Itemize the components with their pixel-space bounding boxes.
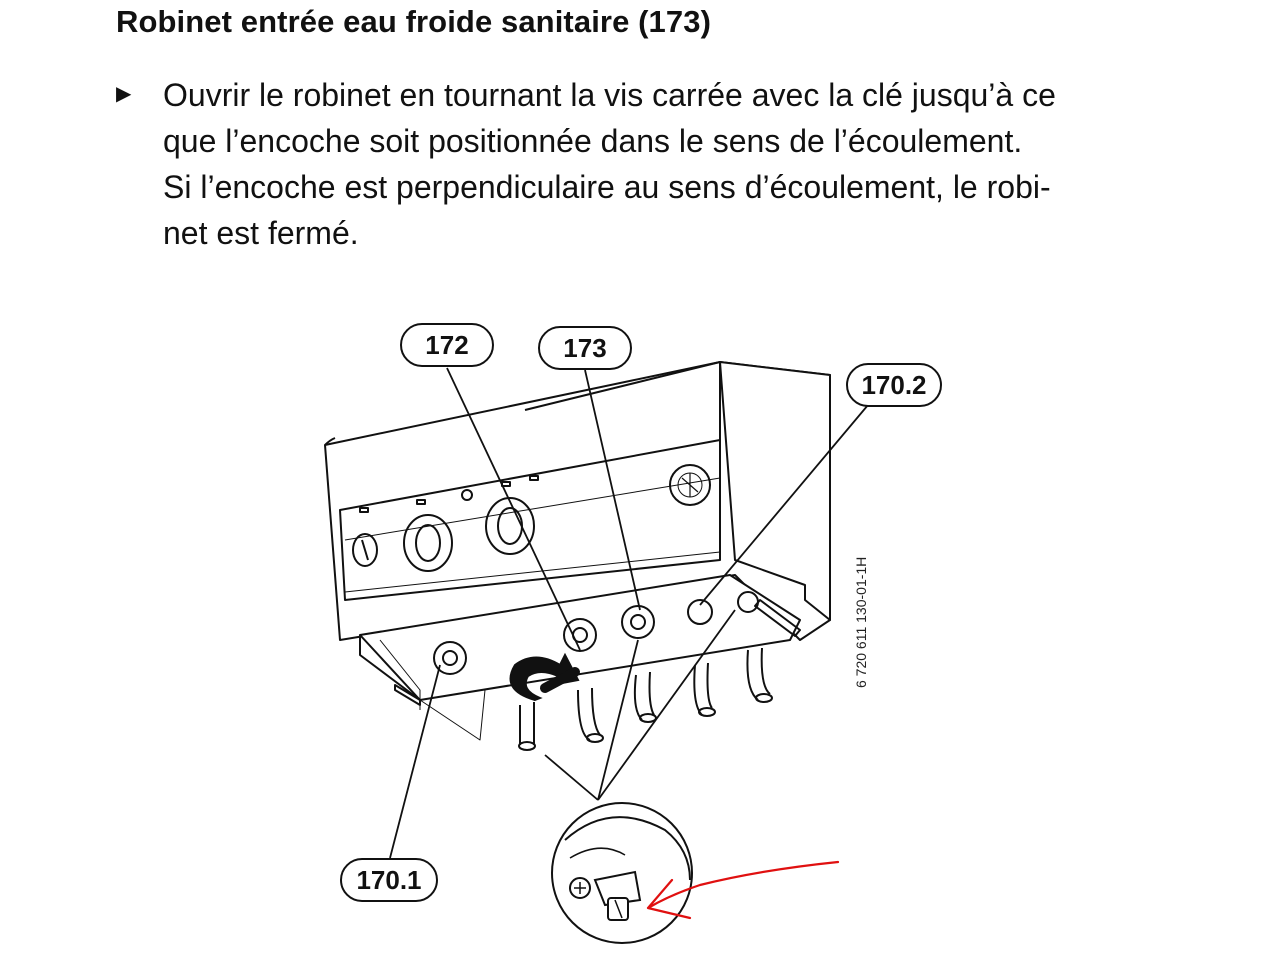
drawing-code: 6 720 611 130-01-1H — [853, 556, 869, 688]
callout-173 — [539, 327, 631, 369]
leader-line — [545, 755, 598, 800]
instruction-line: Ouvrir le robinet en tournant la vis carrée avec la clé jusqu’à ce — [163, 77, 1056, 113]
section-heading: Robinet entrée eau froide sanitaire (173) — [116, 4, 711, 39]
instruction-line: net est fermé. — [163, 215, 359, 251]
pipe — [635, 672, 654, 720]
callout-label: 172 — [425, 330, 469, 360]
callout-label: 170.1 — [356, 865, 422, 895]
detail-magnifier — [552, 803, 692, 943]
instruction-line: que l’encoche soit positionnée dans le sens de l’écoulement. — [163, 123, 1023, 159]
instruction-line: Si l’encoche est perpendiculaire au sens d’écoulement, le robi- — [163, 169, 1051, 205]
pipe — [747, 648, 770, 700]
pipe — [520, 702, 534, 745]
triangle-right-icon: ▶ — [116, 83, 132, 105]
callout-170-1 — [341, 859, 437, 901]
callout-170-2 — [847, 364, 941, 406]
callout-label: 170.2 — [861, 370, 927, 400]
callout-172 — [401, 324, 493, 366]
pipe — [578, 688, 600, 740]
callout-label: 173 — [563, 333, 607, 363]
